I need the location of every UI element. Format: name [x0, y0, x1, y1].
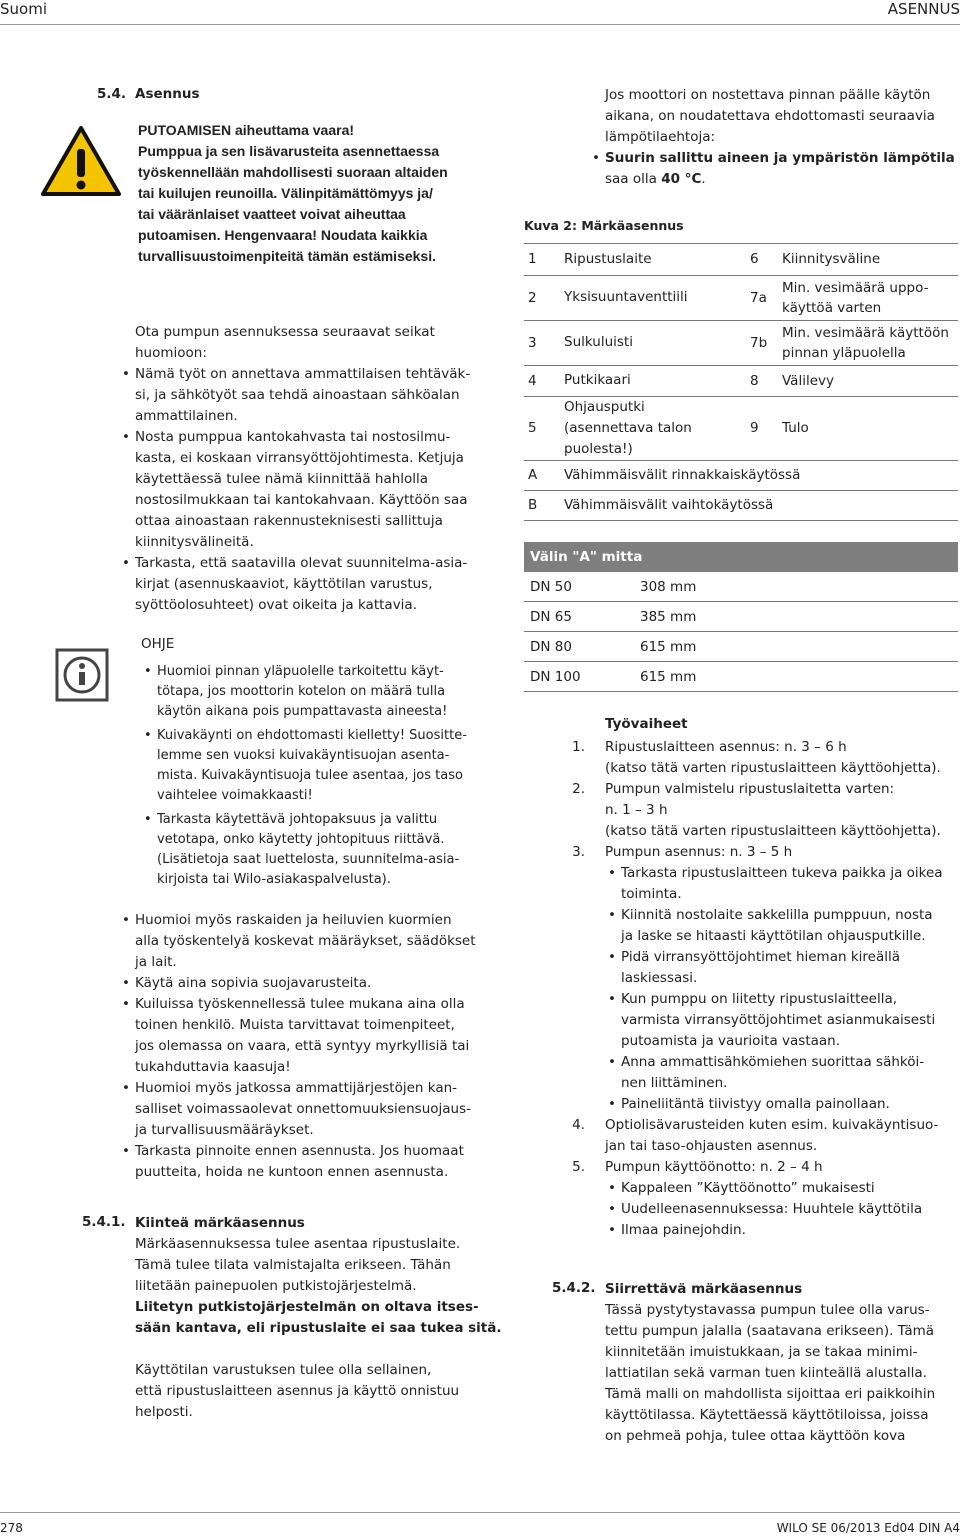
step-bullet: [621, 905, 960, 947]
subsection-number: 5.4.2.: [552, 1280, 596, 1296]
legend-label-line: Välilevy: [782, 372, 834, 389]
step-bullet-line: • Kappaleen ”Käyttöönotto” mukaisesti: [621, 1180, 875, 1196]
step-number: 2.: [572, 781, 585, 797]
step-item: [555, 737, 960, 779]
step-number: 4.: [572, 1117, 585, 1133]
subsection-line: on pehmeä pohja, tulee ottaa käyttöön kova: [605, 1428, 906, 1444]
legend-number: 7a: [742, 275, 782, 320]
safety-bullet: [135, 1141, 495, 1183]
safety-bullet-line: toinen henkilö. Muista tarvittavat toimenpiteet,: [135, 1017, 455, 1033]
legend-label-line: Putkikaari: [564, 372, 631, 388]
warning-triangle-icon: [40, 125, 122, 201]
legend-label-line: puolesta!): [564, 440, 633, 457]
legend-number: A: [524, 460, 564, 490]
safety-bullet-line: salliset voimassaolevat onnettomuuksiensuojaus-: [135, 1101, 471, 1117]
page-header: [0, 0, 960, 25]
legend-label: [564, 275, 742, 320]
note-bullet-line: lemme sen vuoksi kuivakäyntisuojan asenta-: [157, 748, 450, 763]
safety-bullet: [135, 1078, 495, 1141]
intro-line: huomioon:: [135, 345, 207, 361]
step-bullet-line: putoamista ja vaurioita vastaan.: [621, 1033, 841, 1049]
step-bullet: [621, 1094, 960, 1115]
step-bullet: [621, 1220, 960, 1241]
legend-number: 2: [524, 275, 564, 320]
note-bullet: [157, 810, 487, 890]
legend-row: [524, 320, 958, 365]
step-line: Pumpun käyttöönotto: n. 2 – 4 h: [605, 1159, 823, 1175]
warning-line: Pumppua ja sen lisävarusteita asennettaessa: [138, 143, 440, 159]
note-bullet-line: • Kuivakäynti on ehdottomasti kielletty! Suositte-: [157, 728, 467, 743]
legend-label: [564, 396, 742, 460]
intro-bullets: [135, 364, 495, 616]
legend-number: 3: [524, 320, 564, 365]
step-bullet-line: • Paineliitäntä tiivistyy omalla painollaan.: [621, 1096, 890, 1112]
step-bullet: [621, 989, 960, 1052]
temperature-note: [605, 85, 955, 190]
intro-bullet-line: • Nämä työt on annettava ammattilaisen tehtäväk-: [135, 366, 471, 382]
step-bullet: [621, 947, 960, 989]
legend-label-line: käyttöä varten: [782, 299, 882, 316]
safety-bullet-line: • Huomioi myös raskaiden ja heiluvien kuormien: [135, 912, 452, 928]
section-title: Asennus: [135, 86, 200, 102]
header-language: Suomi: [0, 0, 47, 18]
step-bullet: [621, 863, 960, 905]
step-bullet-line: • Ilmaa painejohdin.: [621, 1222, 746, 1238]
legend-label-line: Ohjausputki: [564, 398, 645, 415]
distance-table-header: Välin "A" mitta: [524, 542, 958, 572]
distance-row: [524, 632, 958, 662]
subsection-line: käyttötilassa. Käytettäessä käyttötiloissa, joissa: [605, 1407, 929, 1423]
step-bullet-line: ja laske se hitaasti käyttötilan ohjausputkille.: [621, 928, 926, 944]
legend-label: [782, 396, 958, 460]
legend-label-line: Kiinnitysväline: [782, 251, 881, 268]
safety-bullet-line: jos olemassa on vaara, että syntyy myrkyllisiä tai: [135, 1038, 470, 1054]
step-number: 3.: [572, 844, 585, 860]
step-bullet-line: laskiessasi.: [621, 970, 698, 986]
step-number: 5.: [572, 1159, 585, 1175]
legend-label-line: Sulkuluisti: [564, 334, 633, 350]
legend-label-line: Ripustuslaite: [564, 250, 652, 267]
intro-bullet-line: käytettäessä tulee nämä kiinnittää hahlolla: [135, 471, 429, 487]
distance-dn: DN 80: [524, 632, 634, 662]
step-bullets: [605, 1178, 960, 1241]
step-bullet-line: • Pidä virransyöttöjohtimet hieman kireällä: [621, 949, 900, 965]
legend-label-line: Min. vesimäärä käyttöön: [782, 324, 949, 341]
safety-bullet-line: • Tarkasta pinnoite ennen asennusta. Jos huomaat: [135, 1143, 464, 1159]
intro-bullet-line: • Tarkasta, että saatavilla olevat suunnitelma-asia-: [135, 555, 468, 571]
step-bullet-line: • Kiinnitä nostolaite sakkelilla pumppuun, nosta: [621, 907, 933, 923]
legend-label: [782, 365, 958, 396]
intro-bullet-line: kirjat (asennuskaaviot, käyttötilan varustus,: [135, 576, 433, 592]
subsection-bold-line: sään kantava, eli ripustuslaite ei saa tukea sitä.: [135, 1320, 502, 1336]
note-bullet-line: tötapa, jos moottorin kotelon on määrä tulla: [157, 684, 446, 699]
subsection-title: Kiinteä märkäasennus: [135, 1215, 305, 1231]
legend-row: [524, 460, 958, 490]
distance-value: 615 mm: [634, 632, 958, 662]
legend-label: [782, 275, 958, 320]
distance-dn: DN 50: [524, 572, 634, 602]
step-item: [555, 779, 960, 842]
intro-bullet-line: si, ja sähkötyöt saa tehdä ainoastaan sähköalan: [135, 387, 460, 403]
temp-line: aikana, on noudatettava ehdottomasti seuraavia: [605, 108, 935, 124]
note-block: [157, 662, 487, 894]
step-bullet-line: • Tarkasta ripustuslaitteen tukeva paikka ja oikea: [621, 865, 943, 881]
safety-bullet-line: puutteita, hoida ne kuntoon ennen asennusta.: [135, 1164, 449, 1180]
step-bullet-line: nen liittäminen.: [621, 1075, 728, 1091]
legend-number: 4: [524, 365, 564, 396]
note-bullet-line: kirjoista tai Wilo-asiakaspalvelusta).: [157, 872, 391, 887]
intro-bullet-line: syöttöolosuhteet) ovat oikeita ja kattavia.: [135, 597, 417, 613]
step-line: (katso tätä varten ripustuslaitteen käyttöohjetta).: [605, 823, 941, 839]
warning-line: tai kuilujen reunoilla. Välinpitämättömyys ja/: [138, 185, 433, 201]
steps-list: [555, 737, 960, 1241]
subsection-bold-line: Liitetyn putkistojärjestelmän on oltava itses-: [135, 1299, 479, 1315]
subsection-number: 5.4.1.: [82, 1214, 126, 1230]
legend-label: Vähimmäisvälit vaihtokäytössä: [564, 490, 958, 520]
step-item: [555, 842, 960, 1115]
temp-bullet: • Suurin sallittu aineen ja ympäristön lämpötila saa olla 40 °C.: [605, 148, 955, 190]
subsection-line: Tässä pystytystavassa pumpun tulee olla varus-: [605, 1302, 930, 1318]
page-footer: [0, 1512, 960, 1538]
legend-number: 1: [524, 244, 564, 275]
step-line: Pumpun valmistelu ripustuslaitetta varten:: [605, 781, 895, 797]
step-bullet-line: • Uudelleenasennuksessa: Huuhtele käyttötila: [621, 1201, 923, 1217]
step-bullet-line: toiminta.: [621, 886, 682, 902]
page-number: 278: [0, 1521, 23, 1535]
note-bullet-line: käytön aikana pois pumpattavasta aineesta!: [157, 704, 448, 719]
figure-caption: Kuva 2: Märkäasennus: [524, 218, 684, 233]
legend-row: [524, 275, 958, 320]
intro-block: [135, 322, 495, 616]
distance-row: [524, 572, 958, 602]
step-item: [555, 1157, 960, 1241]
info-icon: [55, 648, 109, 706]
step-item: [555, 1115, 960, 1157]
safety-bullet: [135, 994, 495, 1078]
legend-number: 9: [742, 396, 782, 460]
legend-label: [782, 320, 958, 365]
legend-label-line: Min. vesimäärä uppo-: [782, 279, 929, 296]
step-line: jan tai taso-ohjausten asennus.: [605, 1138, 818, 1154]
subsection-line: Käyttötilan varustuksen tulee olla sellainen,: [135, 1362, 432, 1378]
safety-bullet-line: ja lait.: [135, 954, 177, 970]
warning-box: [138, 120, 498, 267]
subsection-542: [605, 1279, 960, 1447]
step-number: 1.: [572, 739, 585, 755]
subsection-line: Märkäasennuksessa tulee asentaa ripustuslaite.: [135, 1236, 461, 1252]
warning-line: turvallisuustoimenpiteitä tämän estämiseksi.: [138, 248, 436, 264]
legend-row: [524, 490, 958, 520]
step-bullets: [605, 863, 960, 1115]
subsection-line: Tämä malli on mahdollista sijoittaa eri paikkoihin: [605, 1386, 936, 1402]
subsection-541: [135, 1213, 505, 1423]
legend-label: [782, 244, 958, 275]
warning-line: PUTOAMISEN aiheuttama vaara!: [138, 122, 355, 138]
distance-value: 615 mm: [634, 662, 958, 692]
intro-line: Ota pumpun asennuksessa seuraavat seikat: [135, 324, 435, 340]
intro-bullet: [135, 427, 495, 553]
step-line: n. 1 – 3 h: [605, 802, 668, 818]
temp-line: lämpötilaehtoja:: [605, 129, 716, 145]
intro-bullet-line: • Nosta pumppua kantokahvasta tai nostosilmu-: [135, 429, 451, 445]
distance-value: 308 mm: [634, 572, 958, 602]
distance-table: [524, 542, 958, 692]
subsection-line: lattiatilan sekä varman tuen kiinteällä alustalla.: [605, 1365, 927, 1381]
subsection-title: Siirrettävä märkäasennus: [605, 1281, 803, 1297]
safety-bullet-line: • Käytä aina sopivia suojavarusteita.: [135, 975, 372, 991]
note-bullet-line: • Huomioi pinnan yläpuolelle tarkoitettu käyt-: [157, 664, 444, 679]
legend-label-line: (asennettava talon: [564, 419, 692, 436]
step-bullet: [621, 1052, 960, 1094]
distance-row: [524, 662, 958, 692]
step-line: Optiolisävarusteiden kuten esim. kuivakäyntisuo-: [605, 1117, 939, 1133]
legend-number: 5: [524, 396, 564, 460]
note-bullet-line: vetotapa, onko käytetty johtopituus riittävä.: [157, 832, 445, 847]
distance-dn: DN 100: [524, 662, 634, 692]
step-bullet: [621, 1199, 960, 1220]
intro-bullet-line: kasta, ei koskaan virransyöttöjohtimesta. Ketjuja: [135, 450, 464, 466]
safety-bullet-line: • Huomioi myös jatkossa ammattijärjestöjen kan-: [135, 1080, 458, 1096]
legend-label: Vähimmäisvälit rinnakkaiskäytössä: [564, 460, 958, 490]
warning-line: työskennellään mahdollisesti suoraan altaiden: [138, 164, 448, 180]
step-line: Pumpun asennus: n. 3 – 5 h: [605, 844, 793, 860]
intro-bullet-line: ammattilainen.: [135, 408, 238, 424]
distance-row: [524, 602, 958, 632]
legend-number: 8: [742, 365, 782, 396]
safety-bullet-line: ja turvallisuusmääräykset.: [135, 1122, 314, 1138]
step-bullet-line: varmista virransyöttöjohtimet asianmukaisesti: [621, 1012, 936, 1028]
subsection-line: helposti.: [135, 1404, 193, 1420]
note-bullet-line: (Lisätietoja saat luettelosta, suunnitelma-asia-: [157, 852, 460, 867]
legend-label-line: Yksisuuntaventtiili: [564, 289, 688, 305]
legend-number: B: [524, 490, 564, 520]
note-bullet: [157, 726, 487, 806]
legend-row: [524, 244, 958, 275]
legend-label-line: pinnan yläpuolella: [782, 344, 906, 361]
legend-table: [524, 243, 958, 521]
safety-bullet-line: • Kuiluissa työskennellessä tulee mukana aina olla: [135, 996, 465, 1012]
note-bullet: [157, 662, 487, 722]
section-number: 5.4.: [97, 86, 127, 102]
legend-label: [564, 244, 742, 275]
intro-bullet-line: ottaa ainoastaan rakennusteknisesti sallittuja: [135, 513, 443, 529]
legend-label: [564, 365, 742, 396]
distance-value: 385 mm: [634, 602, 958, 632]
warning-line: putoamisen. Hengenvaara! Noudata kaikkia: [138, 227, 428, 243]
legend-row: [524, 396, 958, 460]
subsection-line: kiinnitetään imuistukkaan, ja se takaa minimi-: [605, 1344, 918, 1360]
intro-bullet: [135, 553, 495, 616]
subsection-line: että ripustuslaitteen asennus ja käyttö onnistuu: [135, 1383, 460, 1399]
temp-line: Jos moottori on nostettava pinnan päälle käytön: [605, 87, 931, 103]
distance-dn: DN 65: [524, 602, 634, 632]
safety-bullet-line: alla työskentelyä koskevat määräykset, säädökset: [135, 933, 476, 949]
step-line: Ripustuslaitteen asennus: n. 3 – 6 h: [605, 739, 847, 755]
step-bullet: [621, 1178, 960, 1199]
note-title: OHJE: [141, 636, 175, 652]
legend-number: 7b: [742, 320, 782, 365]
document-id: WILO SE 06/2013 Ed04 DIN A4: [776, 1521, 960, 1535]
subsection-line: liitetään painepuolen putkistojärjestelmä.: [135, 1278, 417, 1294]
intro-bullet: [135, 364, 495, 427]
legend-number: 6: [742, 244, 782, 275]
steps-title: Työvaiheet: [605, 716, 688, 732]
safety-bullet: [135, 973, 495, 994]
header-section: ASENNUS: [887, 0, 960, 18]
intro-bullet-line: nostosilmukkaan tai kantokahvaan. Käyttöön saa: [135, 492, 468, 508]
legend-label-line: Tulo: [782, 420, 809, 436]
legend-label: [564, 320, 742, 365]
intro-bullet-line: kiinnitysvälineitä.: [135, 534, 254, 550]
safety-bullet-line: tukahduttavia kaasuja!: [135, 1059, 291, 1075]
note-bullet-line: • Tarkasta käytettävä johtopaksuus ja valittu: [157, 812, 438, 827]
step-line: (katso tätä varten ripustuslaitteen käyttöohjetta).: [605, 760, 941, 776]
subsection-line: Tämä tulee tilata valmistajalta erikseen. Tähän: [135, 1257, 451, 1273]
note-bullet-line: mista. Kuivakäyntisuoja tulee asentaa, jos taso: [157, 768, 463, 783]
note-bullet-line: vaihtelee voimakkaasti!: [157, 788, 313, 803]
warning-line: tai vääränlaiset vaatteet voivat aiheuttaa: [138, 206, 406, 222]
safety-bullets: [135, 910, 495, 1183]
legend-row: [524, 365, 958, 396]
step-bullet-line: • Anna ammattisähkömiehen suorittaa sähköi-: [621, 1054, 925, 1070]
subsection-line: tettu pumpun jalalla (saatavana erikseen). Tämä: [605, 1323, 935, 1339]
safety-bullet: [135, 910, 495, 973]
step-bullet-line: • Kun pumppu on liitetty ripustuslaitteella,: [621, 991, 898, 1007]
